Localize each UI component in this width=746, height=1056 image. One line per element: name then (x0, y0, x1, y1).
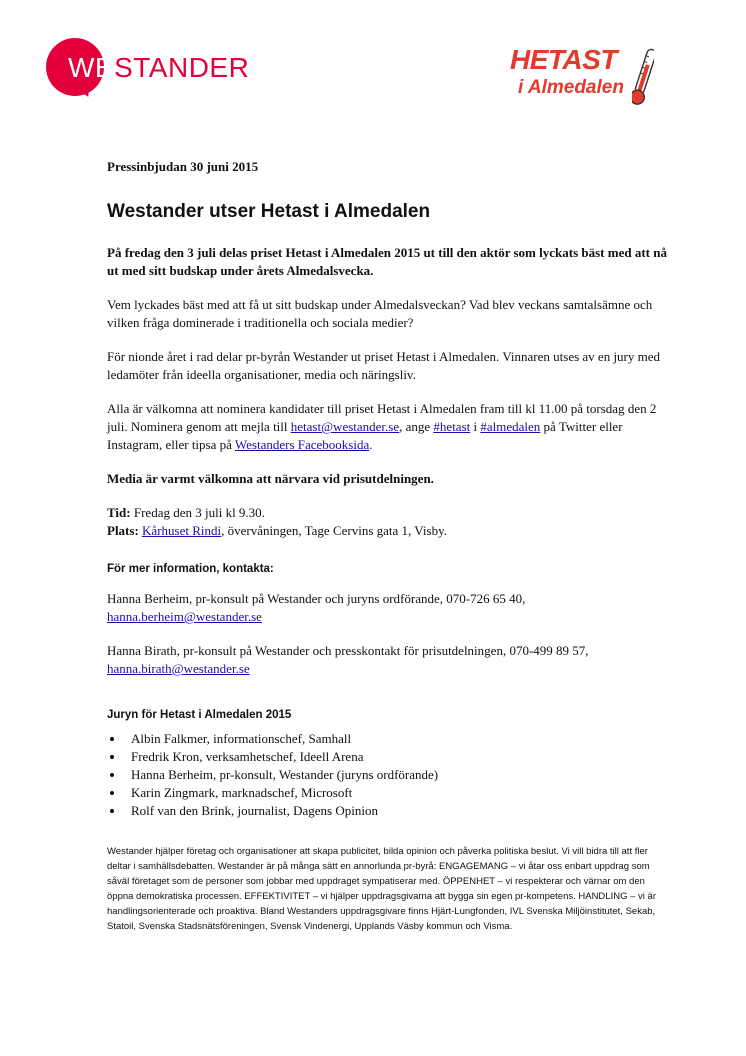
contact-heading: För mer information, kontakta: (107, 563, 274, 575)
nominate-text-3: i (470, 419, 481, 434)
westander-logo (46, 38, 250, 98)
nominate-text-1: Alla är välkomna att nominera kandidater till priset Hetast i Almedalen fram till kl 11.00 på torsdag den 2 juli. Nominera genom att mejla till (107, 401, 657, 434)
hetast-logo-line2: i Almedalen (518, 77, 624, 98)
lead-paragraph: På fredag den 3 juli delas priset Hetast i Almedalen 2015 ut till den aktör som lyckats bäst med att nå ut med sitt budskap under årets Almedalsvecka. (107, 245, 667, 278)
time-label: Tid: (107, 505, 131, 520)
contact-2 (107, 642, 667, 678)
media-invitation: Media är varmt välkomna att närvara vid prisutdelningen. (107, 471, 434, 486)
contact-2-text: Hanna Birath, pr-konsult på Westander och presskontakt för prisutdelningen, 070-499 89 57, (107, 643, 589, 658)
page-title: Westander utser Hetast i Almedalen (107, 201, 431, 222)
list-item: • Karin Zingmark, marknadschef, Microsoft (125, 784, 667, 802)
paragraph-nominate (107, 400, 667, 454)
facebook-link[interactable]: Westanders Facebooksida (234, 437, 370, 452)
email-link-hetast[interactable]: hetast@westander.se (290, 419, 400, 434)
place-label: Plats: (107, 523, 139, 538)
jury-heading: Juryn för Hetast i Almedalen 2015 (107, 709, 292, 721)
contact-1-text: Hanna Berheim, pr-konsult på Westander och juryns ordförande, 070-726 65 40, (107, 591, 526, 606)
time-value: Fredag den 3 juli kl 9.30. (130, 505, 265, 520)
nominate-text-5: . (369, 437, 373, 452)
place-value: , övervåningen, Tage Cervins gata 1, Visby. (221, 523, 447, 538)
hashtag-link-almedalen[interactable]: #almedalen (480, 419, 541, 434)
westander-logo-text (68, 52, 249, 84)
press-release (107, 158, 667, 934)
nominate-text-4: på Twitter eller Instagram, eller tipsa på (107, 419, 623, 452)
list-item: • Hanna Berheim, pr-konsult, Westander (juryns ordförande) (125, 766, 667, 784)
list-item: • Fredrik Kron, verksamhetschef, Ideell Arena (125, 748, 667, 766)
contact-1-email-link[interactable]: hanna.berheim@westander.se (107, 609, 262, 624)
logo-prefix: WE (68, 52, 115, 83)
nominate-text-2: , ange (399, 419, 434, 434)
release-date: Pressinbjudan 30 juni 2015 (107, 159, 259, 174)
jury-list (107, 730, 667, 820)
hetast-logo-line1: HETAST (510, 44, 617, 75)
contact-2-email-link[interactable]: hanna.birath@westander.se (107, 661, 250, 676)
paragraph-1: Vem lyckades bäst med att få ut sitt budskap under Almedalsveckan? Vad blev veckans samtalsämne och vilken fråga dominerade i traditionella och sociala medier? (107, 297, 653, 330)
thermometer-icon (632, 46, 654, 110)
contact-1 (107, 590, 667, 626)
hashtag-link-hetast[interactable]: #hetast (433, 419, 471, 434)
hetast-logo (510, 44, 670, 114)
list-item: • Rolf van den Brink, journalist, Dagens Opinion (125, 802, 667, 820)
paragraph-2: För nionde året i rad delar pr-byrån Westander ut priset Hetast i Almedalen. Vinnaren utses av en jury med ledamöter från ideella organisationer, media och näringsliv. (107, 349, 661, 382)
venue-link[interactable]: Kårhuset Rindi (142, 523, 222, 538)
event-details (107, 504, 667, 540)
company-description: Westander hjälper företag och organisationer att skapa publicitet, bilda opinion och påverka politiska beslut. Vi vill bidra till att fler deltar i samhällsdebatten. Westander är på många sätt en annorlunda pr-byrå: ENGAGEMANG – vi åtar oss enbart uppdrag som såväl företaget som de personer som jobbar med uppdraget sympatiserar med. ÖPPENHET – vi respekterar och värnar om den öppna demokratiska processen. EFFEKTIVITET – vi hjälper uppdragsgivarna att bygga sin egen pr-kompetens. HANDLING – vi är handlingsorienterade och proaktiva. Bland Westanders uppdragsgivare finns Hjärt-Lungfonden, IVL Svenska Miljöinstitutet, Sekab, Statoil, Svenska Stadsnätsföreningen, Svensk Vindenergi, Upplands Väsby kommun och Visma. (107, 846, 656, 932)
list-item: • Albin Falkmer, informationschef, Samhall (125, 730, 667, 748)
logo-rest: STANDER (114, 52, 250, 83)
